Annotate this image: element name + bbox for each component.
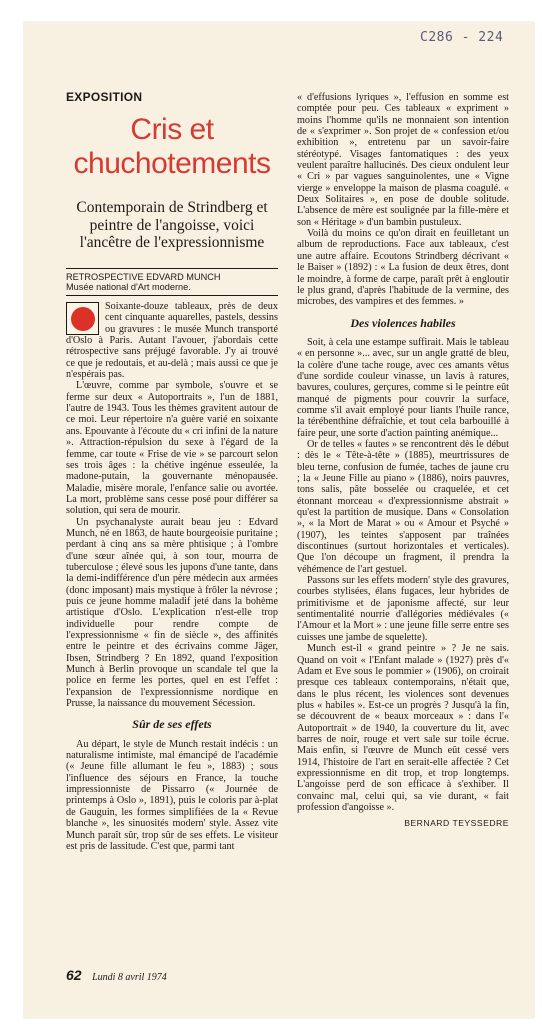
body-paragraph: Voilà du moins ce qu'on dirait en feuilletant un album de reproductions. Face aux tableaux, c'est une autre affaire. Ecoutons Strindberg décrivant « le Baiser » (1892) : « La fusion de deux êtres, dont le moindre, à forme de carpe, paraît prêt à engloutir le plus grand, d'après l'habitude de la vermine, des microbes, des vampires et des femmes. » <box>297 228 509 308</box>
body-paragraph: Au départ, le style de Munch restait indécis : un naturalisme intimiste, mal émancipé de l'académie (« Jeune fille allumant le feu », 1883) ; sous l'influence des séjours en France, la touche impressionniste de Pissarro (« Journée de printemps à Oslo », 1891), puis le coloris par à-plat de Gauguin, les formes simplifiées de la « Revue blanche », les sinuosités modern' style. Assez vite Munch paraît sûr, trop sûr de ses effets. Le visiteur est pris de lassitude. C'est que, parmi tant <box>66 738 278 852</box>
subheading: Sûr de ses effets <box>132 717 212 732</box>
title-line-1: Cris et <box>130 113 214 147</box>
body-paragraph: Soixante-douze tableaux, près de deux cent cinquante aquarelles, pastels, dessins ou gravures : le musée Munch transporté d'Oslo à Paris. Autant l'avouer, j'abordais cette rétrospective sans préjugé favorable. J'y ai trouvé ce que je redoutais, et au-delà ; mais aussi ce que je n'espérais pas. <box>66 301 278 381</box>
exhibition-credit <box>66 268 278 296</box>
body-paragraph: Munch est-il « grand peintre » ? Je ne sais. Quand on voit « l'Enfant malade » (1927) près d'« Adam et Eve sous le pommier » (1906), on croirait presque ces tableaux contemporains, n'était que, dans le plus récent, les violences sont devenues plus « habiles ». Est-ce un progrès ? Jusqu'à la fin, se découvrent de « beaux morceaux » : dans l'« Autoportrait » de 1940, la couverture du lit, avec barres de noir, rouge et vert sale sur toile écrue. Mais enfin, si l'œuvre de Munch eût cessé vers 1914, l'histoire de l'art en serait-elle affectée ? Cet expressionnisme en dit trop, et trop longtemps. L'angoisse perd de son efficace à s'exhiber. Il convainc mal, celui qui, sa vie durant, « fait profession d'angoisse ». <box>297 643 509 813</box>
body-paragraph: Or de telles « fautes » se rencontrent dès le début : dès le « Tête-à-tête » (1885), meurtrissures de bleu terne, confusion de fumée, taches de jaune cru ; la « Jeune Fille au piano » (1886), noirs pauvres, tons salis, pâte bosselée ou craquelée, et cet étonnant morceau « d'expressionnisme abstrait » qu'est la partition de musique. Dans « Consolation », « la Mort de Marat » ou « Amour et Psyché » (1907), les teintes s'apposent par traînées discontinues (surtout horizontales et verticales). Que l'on découpe un fragment, il prendra la véhémence de l'art gestuel. <box>297 438 509 575</box>
handwritten-note: C286 - 224 <box>420 30 504 45</box>
subheading: Des violences habiles <box>350 315 456 330</box>
body-paragraph: Passons sur les effets modern' style des gravures, courbes stylisées, élans fugaces, leur hybrides de primitivisme et de japonisme affecté, sur leur sentimentalité nourrie d'allégories médiévales (« l'Amour et la Mort » : une jeune fille serre entre ses cuisses une jambe de squelette). <box>297 575 509 643</box>
page-footer <box>66 967 167 983</box>
left-column <box>66 92 278 852</box>
exhibition-name: RETROSPECTIVE EDVARD MUNCH <box>66 271 221 282</box>
article-subtitle: Contemporain de Strindberg et peintre de l'angoisse, voici l'ancêtre de l'expressionnisme <box>76 199 268 252</box>
exhibition-venue: Musée national d'Art moderne. <box>66 282 191 293</box>
body-paragraph: L'œuvre, comme par symbole, s'ouvre et se ferme sur deux « Autoportraits », l'un de 1881, l'autre de 1943. Tous les thèmes gravitent autour de ce moi. Leur répertoire n'a guère varié en soixante ans. Epouvante à l'écoute du « cri infini de la nature ». Attraction-répulsion du sexe à l'égard de la femme, car toute « Frise de vie » se parcourt selon ses trois âges : la chétive ingénue esseulée, la madone-putain, la gouvernante ménopausée. Maladie, misère morale, l'enfance salie ou avortée. La mort, problème sans cesse posé pour différer sa solution, qui sera de mourir. <box>66 380 278 517</box>
issue-date: Lundi 8 avril 1974 <box>92 972 167 983</box>
page-number: 62 <box>66 967 82 983</box>
body-paragraph: Un psychanalyste aurait beau jeu : Edvard Munch, né en 1863, de haute bourgeoisie puritaine ; perdant à cinq ans sa mère phtisique ; à l'ombre d'une sœur aînée qui, à son tour, mourra de tuberculose ; élevé sous les jupons d'une tante, dans la demi-indifférence d'un père médecin aux armées (donc imposant) mais mystique à frôler la névrose ; puis ce jeune homme maladif jeté dans la bohème artistique d'Oslo. L'explication n'est-elle trop individuelle pour rendre compte de l'expressionnisme « fin de siècle », des affinités entre le peintre et des écrivains comme Jäger, Ibsen, Strindberg ? En 1892, quand l'exposition Munch à Berlin provoque un scandale tel que la police en ferme les portes, quel en est l'effet : l'expansion de l'expressionnisme nordique en Prusse, la naissance du mouvement Sécession. <box>66 516 278 710</box>
body-paragraph: Soit, à cela une estampe suffirait. Mais le tableau « en personne »... avec, sur un angle gratté de bleu, la colère d'une tache rouge, avec ces amants vêtus d'une sordide couleur vinasse, un lavis à ratures, bavures, coulures, gerçures, comme si le peintre eût manqué de pigments pour couvrir la surface, comme s'il avait employé pour liants l'huile rance, la térébenthine défraîchie, et tout cela barbouillé à faire peur, une sorte d'action painting anémique... <box>297 336 509 439</box>
red-dot <box>71 307 95 331</box>
title-line-2: chuchotements <box>73 147 271 181</box>
red-dot-marker-icon <box>66 302 99 335</box>
section-kicker: EXPOSITION <box>66 90 143 104</box>
author-signature: BERNARD TEYSSEDRE <box>404 818 509 829</box>
right-column <box>297 92 509 830</box>
article-title <box>66 113 278 181</box>
body-paragraph: « d'effusions lyriques », l'effusion en somme est comptée pour peu. Ces tableaux « expriment » moins l'homme qu'ils ne monnaient son intention de « s'exprimer ». Son projet de « confession et/ou exhibition », entretenu par un savoir-faire stéréotypé. Visages fantomatiques : des yeux veulent paraître hallucinés. Des cieux ondulent leur « Cri » par vagues sanguinolentes, une « Vigne vierge » enveloppe la maison de plasma coagulé. « Deux Solitaires », en pose de double solitude. L'absence de mère est soulignée par la fille-mère et son « Héritage » d'un bambin pustuleux. <box>297 92 509 228</box>
